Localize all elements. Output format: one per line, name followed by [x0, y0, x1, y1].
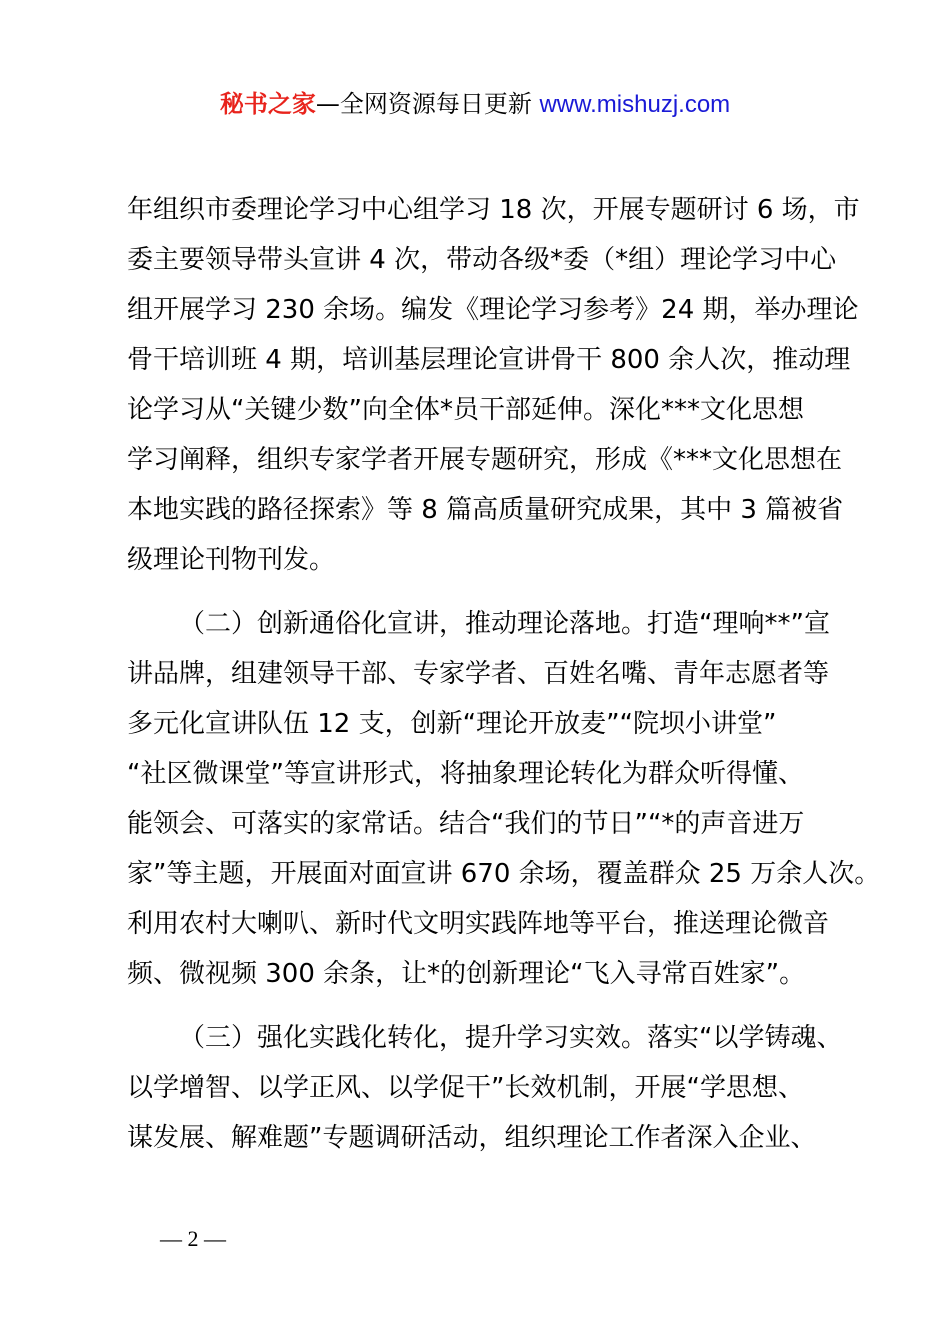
text-line: 论学习从“关键少数”向全体*员干部延伸。深化***文化思想 — [127, 395, 804, 425]
section-heading-line: （二）创新通俗化宣讲，推动理论落地。打造“理响**”宣 — [179, 609, 830, 639]
text-line: 家”等主题，开展面对面宣讲 670 余场，覆盖群众 25 万余人次。 — [127, 859, 881, 889]
document-body — [127, 185, 881, 1163]
text-line: 级理论刊物刊发。 — [127, 545, 336, 575]
text-line: 频、微视频 300 余条，让*的创新理论“飞入寻常百姓家”。 — [127, 959, 806, 989]
text-line: 本地实践的路径探索》等 8 篇高质量研究成果，其中 3 篇被省 — [127, 495, 844, 525]
text-line: 利用农村大喇叭、新时代文明实践阵地等平台，推送理论微音 — [127, 909, 830, 939]
site-header — [0, 88, 950, 121]
text-line: 组开展学习 230 余场。编发《理论学习参考》24 期，举办理论 — [127, 295, 859, 325]
header-tagline: —全网资源每日更新 — [315, 90, 540, 118]
paragraph-3 — [127, 1013, 847, 1163]
site-url-link[interactable]: www.mishuzj.com — [539, 91, 731, 118]
text-line: “社区微课堂”等宣讲形式，将抽象理论转化为群众听得懂、 — [127, 759, 804, 789]
paragraph-gap — [127, 999, 847, 1013]
text-line: 谋发展、解难题”专题调研活动，组织理论工作者深入企业、 — [127, 1123, 817, 1153]
paragraph-2 — [127, 599, 881, 999]
brand-name: 秘书之家 — [219, 90, 316, 118]
text-line: 委主要领导带头宣讲 4 次，带动各级*委（*组）理论学习中心 — [127, 245, 837, 275]
text-line: 学习阐释，组织专家学者开展专题研究，形成《***文化思想在 — [127, 445, 843, 475]
paragraph-gap — [127, 585, 847, 599]
text-line: 多元化宣讲队伍 12 支，创新“理论开放麦”“院坝小讲堂” — [127, 709, 777, 739]
text-line: 讲品牌，组建领导干部、专家学者、百姓名嘴、青年志愿者等 — [127, 659, 830, 689]
text-line: 年组织市委理论学习中心组学习 18 次，开展专题研讨 6 场，市 — [127, 195, 860, 225]
text-line: 能领会、可落实的家常话。结合“我们的节日”“*的声音进万 — [127, 809, 805, 839]
text-line: 以学增智、以学正风、以学促干”长效机制，开展“学思想、 — [127, 1073, 804, 1103]
text-line: 骨干培训班 4 期，培训基层理论宣讲骨干 800 余人次，推动理 — [127, 345, 851, 375]
page-number: — 2 — — [160, 1226, 226, 1251]
paragraph-1 — [127, 185, 860, 585]
section-heading-line: （三）强化实践化转化，提升学习实效。落实“以学铸魂、 — [179, 1023, 843, 1053]
